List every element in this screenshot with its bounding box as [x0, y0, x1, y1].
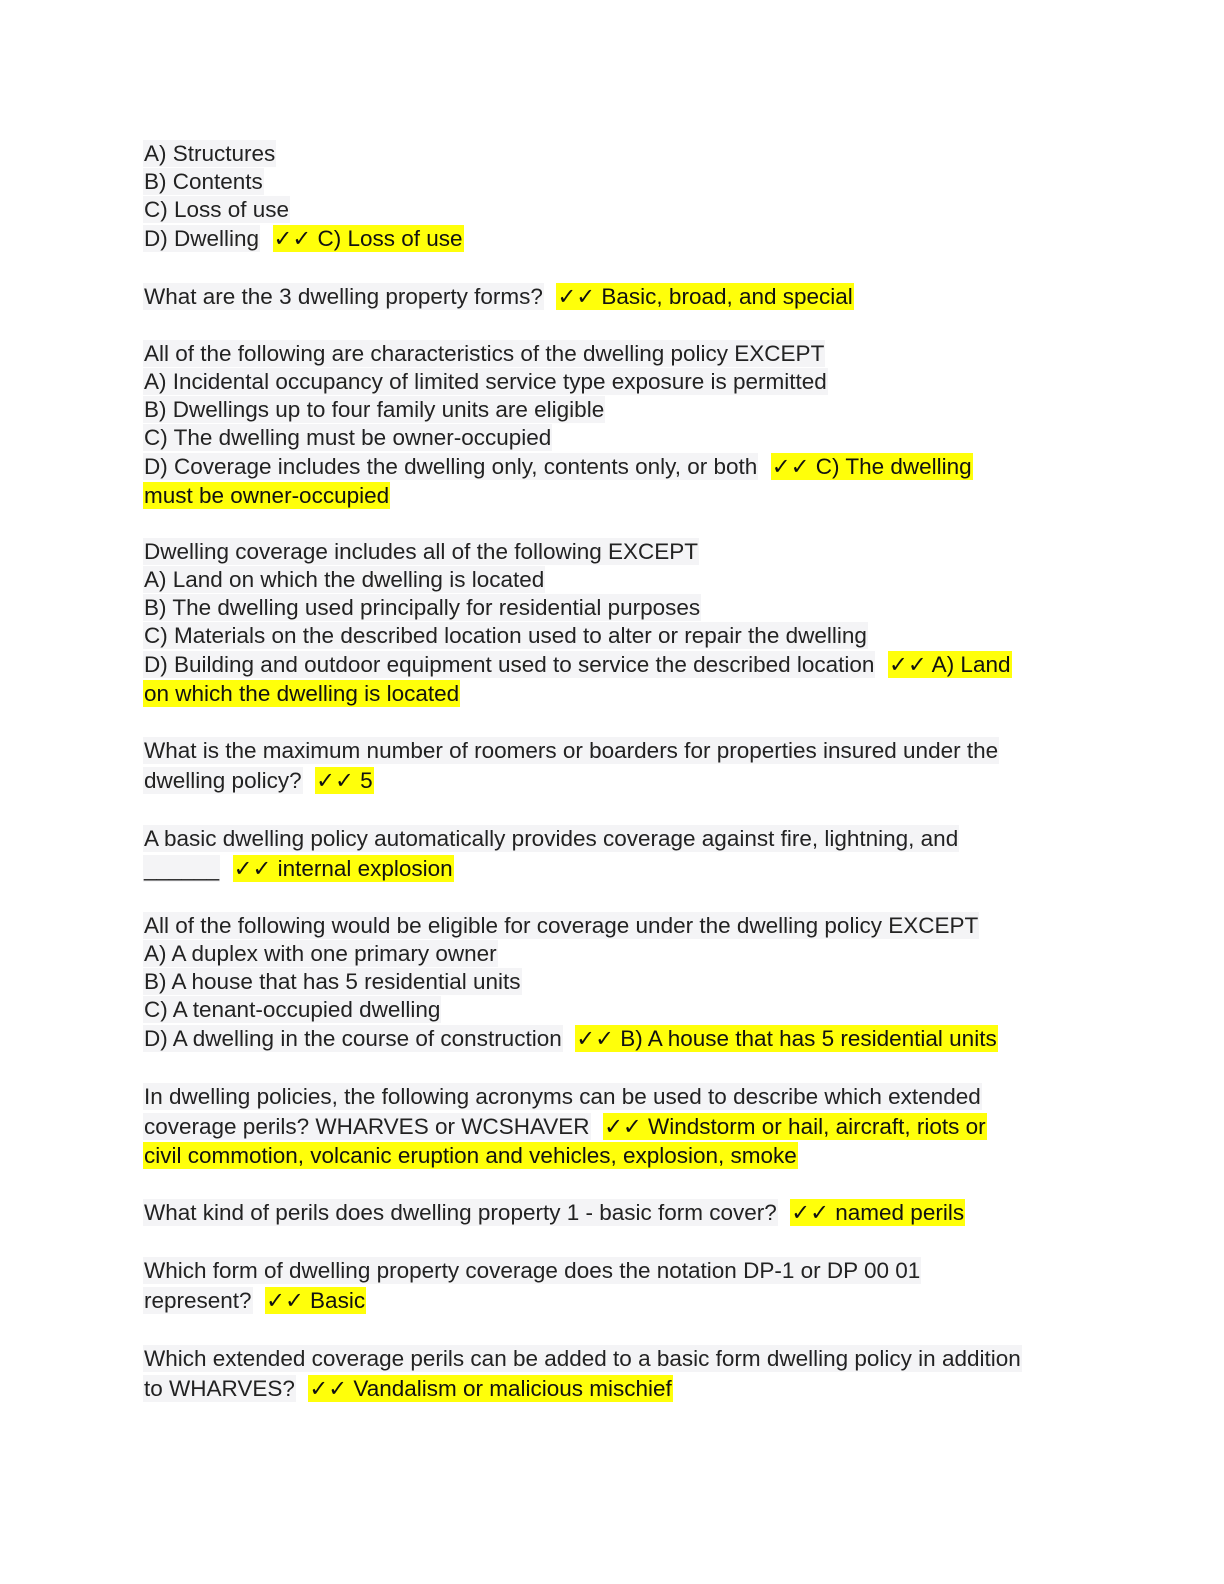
question-text: Which extended coverage perils can be added to a basic form dwelling policy in addition	[144, 1346, 1021, 1371]
answer-highlight: ✓✓ Vandalism or malicious mischief	[309, 1376, 672, 1401]
answer-highlight: ✓✓ Basic	[266, 1288, 366, 1313]
option-b: B) A house that has 5 residential units	[144, 969, 521, 994]
option-d: D) Building and outdoor equipment used to service the described location	[144, 652, 875, 677]
question-text: What are the 3 dwelling property forms?	[144, 284, 543, 309]
option-c: C) Loss of use	[144, 197, 290, 222]
question-block-8	[143, 1082, 1103, 1170]
question-text: All of the following are characteristics of the dwelling policy EXCEPT	[144, 341, 825, 366]
answer-highlight-continued: on which the dwelling is located	[144, 681, 460, 706]
question-block-5	[143, 736, 1103, 796]
answer-highlight-continued: civil commotion, volcanic eruption and vehicles, explosion, smoke	[144, 1143, 797, 1168]
question-block-9	[143, 1198, 1103, 1228]
option-d: D) Coverage includes the dwelling only, contents only, or both	[144, 454, 758, 479]
answer-highlight: ✓✓ C) The dwelling	[771, 454, 972, 479]
question-text: In dwelling policies, the following acronyms can be used to describe which extended	[144, 1084, 981, 1109]
answer-highlight: ✓✓ internal explosion	[233, 856, 453, 881]
question-text-continued: dwelling policy?	[144, 768, 302, 793]
answer-highlight: ✓✓ A) Land	[888, 652, 1011, 677]
question-block-1	[143, 140, 1103, 254]
answer-highlight: ✓✓ C) Loss of use	[273, 226, 463, 251]
question-block-10	[143, 1256, 1103, 1316]
question-block-3	[143, 340, 1103, 510]
option-d: D) Dwelling	[144, 226, 260, 251]
question-blank: ______	[144, 856, 220, 881]
question-block-2	[143, 282, 1103, 312]
question-text: All of the following would be eligible for coverage under the dwelling policy EXCEPT	[144, 913, 979, 938]
answer-highlight-continued: must be owner-occupied	[144, 483, 390, 508]
answer-highlight: ✓✓ 5	[316, 768, 373, 793]
option-c: C) The dwelling must be owner-occupied	[144, 425, 552, 450]
question-block-11	[143, 1344, 1103, 1404]
answer-highlight: ✓✓ Windstorm or hail, aircraft, riots or	[604, 1114, 986, 1139]
option-d: D) A dwelling in the course of construction	[144, 1026, 562, 1051]
question-text: Which form of dwelling property coverage does the notation DP-1 or DP 00 01	[144, 1258, 921, 1283]
option-a: A) A duplex with one primary owner	[144, 941, 497, 966]
option-b: B) Contents	[144, 169, 263, 194]
question-text: What kind of perils does dwelling property 1 - basic form cover?	[144, 1200, 777, 1225]
answer-highlight: ✓✓ Basic, broad, and special	[557, 284, 853, 309]
question-block-7	[143, 912, 1103, 1054]
answer-highlight: ✓✓ B) A house that has 5 residential units	[576, 1026, 997, 1051]
option-a: A) Structures	[144, 141, 276, 166]
question-text-continued: to WHARVES?	[144, 1376, 295, 1401]
question-text-continued: represent?	[144, 1288, 252, 1313]
option-b: B) Dwellings up to four family units are eligible	[144, 397, 605, 422]
question-block-6	[143, 824, 1103, 884]
option-b: B) The dwelling used principally for residential purposes	[144, 595, 701, 620]
option-a: A) Incidental occupancy of limited service type exposure is permitted	[144, 369, 827, 394]
question-text: What is the maximum number of roomers or boarders for properties insured under the	[144, 738, 999, 763]
question-text-continued: coverage perils? WHARVES or WCSHAVER	[144, 1114, 590, 1139]
question-text: Dwelling coverage includes all of the following EXCEPT	[144, 539, 699, 564]
option-c: C) Materials on the described location used to alter or repair the dwelling	[144, 623, 867, 648]
option-a: A) Land on which the dwelling is located	[144, 567, 545, 592]
question-block-4	[143, 538, 1103, 708]
option-c: C) A tenant-occupied dwelling	[144, 997, 441, 1022]
document-page	[143, 140, 1103, 1404]
answer-highlight: ✓✓ named perils	[791, 1200, 965, 1225]
question-text: A basic dwelling policy automatically provides coverage against fire, lightning, and	[144, 826, 959, 851]
